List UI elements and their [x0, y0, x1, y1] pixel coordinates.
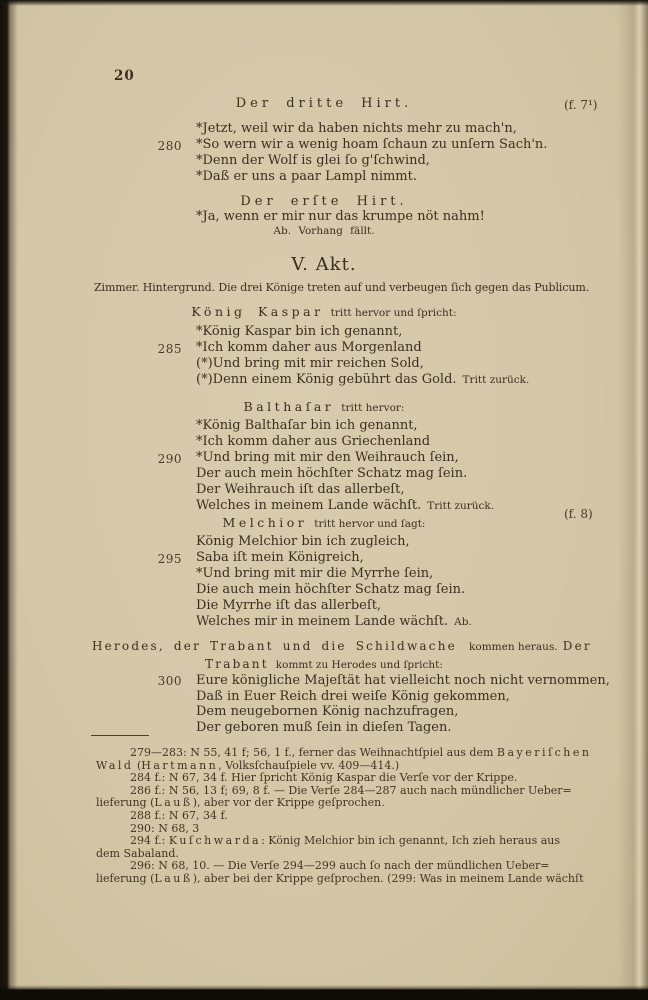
footnote-text: ), aber bei der Krippe geſprochen. (299: Was in meinem Lande wächſt	[192, 871, 584, 885]
verse-number: 295	[157, 552, 182, 566]
verse-group-kaspar	[96, 324, 552, 388]
verse-text: Der Weihrauch iſt das allerbeſt,	[196, 482, 405, 497]
verse-line	[96, 614, 552, 630]
verse-text: *Und bring mit mir den Weihrauch ſein,	[196, 450, 459, 465]
verse-line	[96, 418, 552, 434]
verse-line	[96, 689, 552, 705]
verse-text: Der auch mein höchſter Schatz mag ſein.	[196, 466, 468, 481]
verse-text: *Und bring mit mir die Myrrhe ſein,	[196, 566, 434, 581]
verse-line	[96, 582, 552, 598]
verse-number: 285	[157, 342, 182, 356]
verse-text: Der geboren muß ſein in dieſen Tagen.	[196, 719, 452, 735]
verse-text: Daß in Euer Reich drei weiſe König gekommen,	[196, 688, 510, 704]
footnote-text: : König Melchior bin ich genannt, Ich zieh heraus aus	[261, 834, 561, 848]
footnote-text: lieferung (	[96, 796, 155, 810]
speaker-name: König Kaspar	[191, 304, 324, 319]
footnote-text: 284 f.: N 67, 34 f. Hier ſpricht König Kaspar die Verſe vor der Krippe.	[130, 771, 518, 785]
verse-group-first-shepherd	[96, 209, 552, 225]
speaker-name: Trabant	[205, 657, 269, 671]
verse-group-trabant	[96, 673, 610, 735]
speaker-heading-herodes-line2	[96, 655, 552, 673]
verse-number: 290	[157, 452, 182, 466]
speaker-heading-herodes-line1	[92, 637, 592, 655]
verse-line	[96, 566, 552, 582]
speaker-direction: tritt hervor und ſagt:	[314, 518, 426, 530]
stage-direction-curtain: Ab. Vorhang fällt.	[273, 225, 375, 237]
verse-line	[96, 673, 610, 689]
verse-line	[96, 550, 552, 566]
verse-group-melchior	[96, 534, 552, 630]
footnote-spaced-text: Bayeriſchen	[496, 746, 592, 759]
footnotes	[96, 746, 592, 886]
verse-text: Die auch mein höchſter Schatz mag ſein.	[196, 582, 466, 597]
verse-text: *Ich komm daher aus Morgenland	[196, 340, 422, 355]
verse-text: (*)Denn einem König gebührt das Gold.	[196, 372, 457, 387]
verse-line	[96, 434, 552, 450]
verse-line	[96, 534, 552, 550]
verse-line	[96, 720, 552, 736]
verse-text: *König Balthaſar bin ich genannt,	[196, 418, 418, 433]
speaker-direction: tritt hervor:	[341, 402, 405, 414]
footnote-spaced-text: Lauß	[154, 796, 193, 810]
footnote-text: , Volksſchauſpiele vv. 409—414.)	[218, 758, 400, 772]
speaker-direction: kommt zu Herodes und ſpricht:	[275, 659, 443, 671]
verse-line	[96, 324, 552, 340]
heading-first-shepherd: Der erſte Hirt.	[240, 194, 408, 209]
scan-edge-right-shadow	[618, 0, 648, 1000]
footnote-text: (	[133, 758, 142, 772]
inline-stage-direction: Tritt zurück.	[462, 374, 530, 386]
verse-text: (*)Und bring mit mir reichen Sold,	[196, 356, 424, 371]
footnote-text: 294 f.:	[130, 834, 169, 848]
speaker-direction: kommen heraus.	[469, 641, 558, 653]
inline-stage-direction: Tritt zurück.	[427, 500, 495, 512]
verse-text: Dem neugebornen König nachzufragen,	[196, 704, 459, 719]
verse-number: 300	[157, 674, 182, 688]
footnote-spaced-text: Wald	[96, 758, 134, 772]
verse-number: 280	[157, 139, 182, 153]
verse-text: Saba iſt mein Königreich,	[196, 550, 364, 565]
footnote-text: 286 f.: N 56, 13 f; 69, 8 f. — Die Verſe 284—287 auch nach mündlicher Ueber=	[130, 783, 572, 797]
verse-text: Eure königliche Majeſtät hat vielleicht noch nicht vernommen,	[196, 673, 610, 688]
verse-line	[96, 466, 552, 482]
verse-line	[96, 482, 552, 498]
verse-text: Die Myrrhe iſt das allerbeſt,	[196, 598, 382, 613]
verse-text: *Jetzt, weil wir da haben nichts mehr zu mach'n,	[196, 121, 517, 136]
speaker-name: Balthaſar	[243, 399, 335, 414]
verse-line	[96, 169, 552, 185]
footnote-text: 296: N 68, 10. — Die Verſe 294—299 auch ſo nach der mündlichen Ueber=	[130, 859, 550, 873]
verse-text: *Denn der Wolf is glei ſo g'ſchwind,	[196, 153, 430, 168]
verse-group-third-shepherd	[96, 121, 552, 185]
verse-group-balthasar	[96, 418, 552, 514]
verse-line	[96, 450, 552, 466]
verse-line	[96, 372, 552, 388]
verse-line	[96, 498, 552, 514]
speaker-heading-melchior	[96, 514, 552, 532]
footnote-spaced-text: Kuſchwarda	[168, 834, 262, 848]
inline-stage-direction: Ab.	[454, 616, 472, 628]
verse-line	[96, 209, 552, 225]
verse-text: Welches in meinem Lande wächſt.	[196, 498, 422, 513]
footnote-line	[96, 871, 584, 886]
verse-text: König Melchior bin ich zugleich,	[196, 534, 410, 549]
verse-text: *Ja, wenn er mir nur das krumpe nöt nahm!	[196, 209, 485, 224]
footnote-spaced-text: Lauß	[154, 871, 193, 885]
verse-line	[96, 704, 552, 720]
verse-text: *Daß er uns a paar Lampl nimmt.	[196, 169, 417, 184]
verse-line	[96, 121, 552, 137]
footnote-spaced-text: Hartmann	[141, 758, 219, 772]
footnote-text: ), aber vor der Krippe geſprochen.	[192, 796, 385, 810]
speaker-direction: tritt hervor und ſpricht:	[330, 307, 457, 319]
verse-text: *König Kaspar bin ich genannt,	[196, 324, 403, 339]
verse-line	[96, 340, 552, 356]
scene-description: Zimmer. Hintergrund. Die drei Könige treten auf und verbeugen ſich gegen das Publicum.	[94, 281, 590, 294]
footnote-text: lieferung (	[96, 871, 155, 885]
scan-edge-bottom	[0, 985, 648, 1000]
footnote-separator-rule	[91, 735, 149, 736]
speaker-name: Herodes, der Trabant und die Schildwache	[92, 639, 457, 653]
speaker-name: Melchior	[222, 515, 308, 530]
footnote-text: 288 f.: N 67, 34 f.	[130, 808, 228, 822]
verse-line	[96, 153, 552, 169]
scan-edge-left	[0, 0, 18, 1000]
heading-third-shepherd: Der dritte Hirt.	[235, 96, 413, 111]
verse-text: Welches mir in meinem Lande wächſt.	[196, 614, 449, 629]
folio-marker-mid: (f. 8)	[564, 507, 593, 521]
footnote-text: dem Sabaland.	[96, 846, 179, 860]
footnote-text: 279—283: N 55, 41 f; 56, 1 f., ferner das Weihnachtſpiel aus dem	[130, 746, 497, 759]
speaker-name: Der	[562, 639, 592, 653]
verse-text: *Ich komm daher aus Griechenland	[196, 434, 431, 449]
page-number: 20	[114, 68, 135, 84]
act-title: V. Akt.	[291, 254, 357, 275]
footnote-text: 290: N 68, 3	[130, 821, 200, 835]
verse-text: *So wern wir a wenig hoam ſchaun zu unſern Sach'n.	[196, 137, 548, 152]
speaker-heading-kaspar	[96, 303, 552, 321]
verse-line	[96, 356, 552, 372]
folio-marker-top: (f. 7¹)	[564, 98, 598, 112]
verse-line	[96, 598, 552, 614]
speaker-heading-balthasar	[96, 398, 552, 416]
verse-line	[96, 137, 552, 153]
